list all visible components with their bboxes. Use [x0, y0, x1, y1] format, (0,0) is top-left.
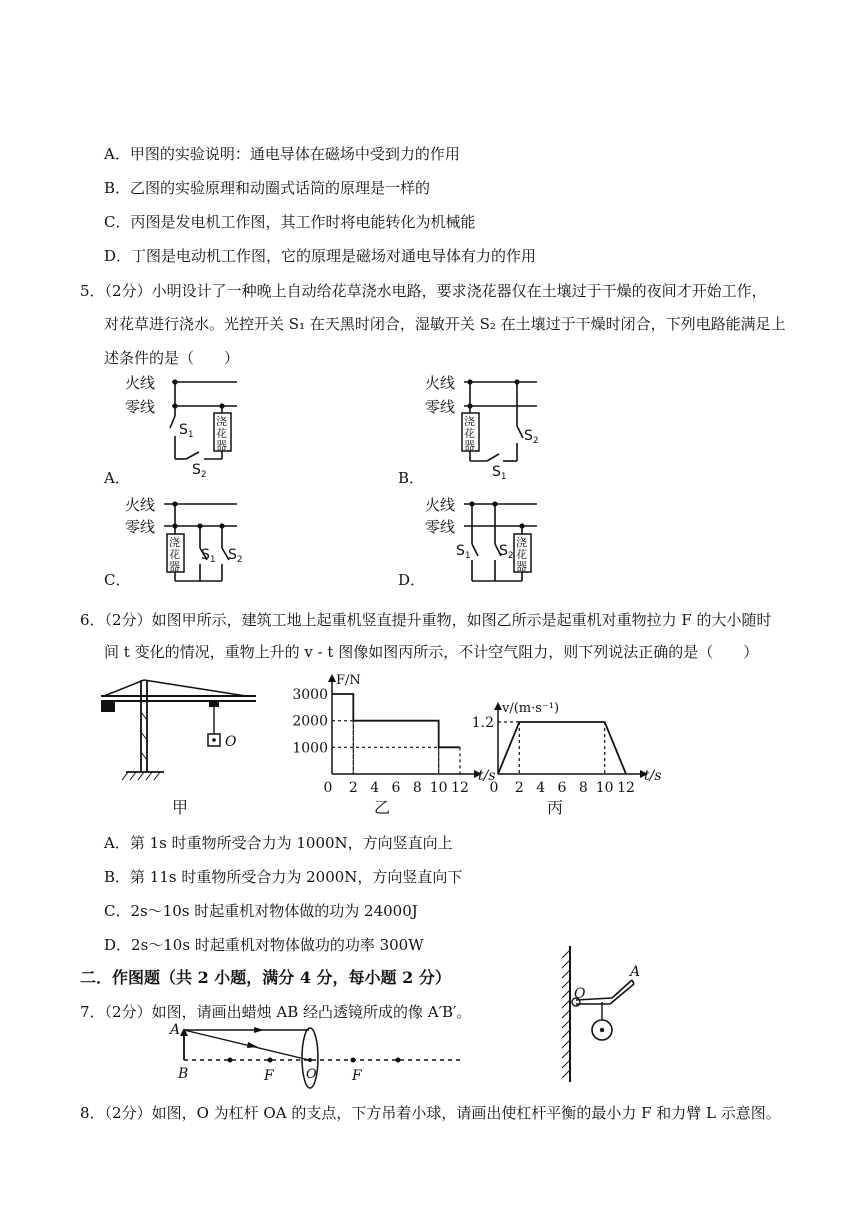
- svg-text:S1: $S_1$: [492, 464, 507, 482]
- q5-text-1: 小明设计了一种晚上自动给花草浇水电路，要求浇花器仅在土壤过于干燥的夜间才开始工作，: [151, 282, 767, 300]
- q5-stem-line1: [80, 281, 767, 301]
- crane-figure: [96, 672, 264, 802]
- svg-text:S2: $S_2$: [499, 543, 514, 561]
- svg-text:器: 器: [464, 439, 475, 452]
- q5-number: 5．: [80, 282, 105, 300]
- x-tick-label: 8: [412, 780, 422, 796]
- svg-text:火线: 火线: [425, 374, 456, 392]
- y-tick-label: 3000: [292, 687, 328, 703]
- q5-stem-line2: 对花草进行浇水。光控开关 S₁ 在天黑时闭合，湿敏开关 S₂ 在土壤过于干燥时闭合，下列电路能满足上: [104, 315, 786, 333]
- lever-figure: [550, 940, 660, 1088]
- q6-option-c: C．2s～10s 时起重机对物体做的功为 24000J: [104, 902, 418, 920]
- q7-text: 如图，请画出蜡烛 AB 经凸透镜所成的像 A′B′。: [151, 1003, 472, 1021]
- x-tick-label: 10: [595, 780, 614, 796]
- q5-option-b-label: B．: [398, 469, 425, 487]
- x-tick-label: 2: [348, 780, 358, 796]
- q5-option-a-label: A．: [104, 469, 130, 487]
- x-tick-label: 4: [370, 780, 380, 796]
- y-tick-label: 2000: [292, 713, 328, 730]
- fig-label-yi: 乙: [374, 798, 391, 817]
- x-tick-label: 4: [536, 780, 546, 796]
- force-time-chart: [282, 668, 496, 796]
- y-axis-label: v/(m·s⁻¹): [502, 701, 560, 716]
- svg-text:花: 花: [464, 427, 475, 440]
- svg-text:浇: 浇: [516, 536, 527, 549]
- q5-stem-line3: 述条件的是（ ）: [104, 349, 240, 367]
- series-line: [498, 722, 626, 774]
- svg-text:花: 花: [516, 548, 527, 561]
- q4-option-d: D．丁图是电动机工作图，它的原理是磁场对通电导体有力的作用: [104, 247, 537, 265]
- fig-label-bing: 丙: [547, 798, 564, 817]
- live-wire-label: 火线: [125, 374, 156, 392]
- svg-text:零线: 零线: [425, 518, 456, 536]
- neutral-wire-label: 零线: [125, 398, 156, 416]
- lever-label-a: A: [630, 964, 641, 980]
- q6-text-1: 如图甲所示，建筑工地上起重机竖直提升重物，如图乙所示是起重机对重物拉力 F 的大小随时: [151, 611, 772, 629]
- q6-stem-line2: 间 t 变化的情况，重物上升的 v - t 图像如图丙所示，不计空气阻力，则下列说法正确的是（ ）: [104, 643, 759, 661]
- svg-text:器: 器: [516, 560, 527, 573]
- q5-option-c-label: C．: [104, 571, 131, 589]
- x-tick-label: 8: [578, 780, 588, 796]
- q7-stem: [80, 1002, 471, 1022]
- svg-text:S1: $S_1$: [456, 543, 471, 561]
- x-tick-label: 12: [451, 780, 469, 796]
- x-axis-label: t/s: [478, 768, 496, 784]
- q6-stem-line1: [80, 610, 772, 630]
- velocity-time-chart: [466, 668, 662, 796]
- svg-text:零线: 零线: [425, 398, 456, 416]
- crane-load-label: O: [225, 734, 237, 750]
- section-2-title: 二．作图题（共 2 小题，满分 4 分，每小题 2 分）: [80, 968, 451, 987]
- lens-figure: [168, 1020, 466, 1086]
- lens-label-o: O: [306, 1067, 317, 1082]
- y-axis-arrow: [328, 674, 336, 682]
- x-tick-label: 6: [391, 780, 401, 796]
- q5-score: （2分）: [104, 282, 152, 300]
- q6-option-a: A．第 1s 时重物所受合力为 1000N，方向竖直向上: [104, 834, 453, 852]
- lens-label-b: B: [178, 1066, 189, 1082]
- q8-stem: [80, 1103, 781, 1123]
- q4-option-b: B．乙图的实验原理和动圈式话筒的原理是一样的: [104, 179, 431, 197]
- svg-text:S2: $S_2$: [524, 428, 539, 446]
- x-tick-label: 10: [429, 780, 448, 796]
- svg-text:器: 器: [216, 439, 227, 452]
- lens-label-a: A: [170, 1022, 181, 1038]
- lens-label-f-right: F: [352, 1068, 362, 1084]
- fig-label-jia: 甲: [172, 798, 189, 817]
- svg-text:S2: $S_2$: [228, 547, 243, 565]
- svg-text:S2: $S_2$: [192, 462, 207, 480]
- svg-text:火线: 火线: [425, 496, 456, 514]
- svg-text:浇: 浇: [464, 415, 475, 428]
- svg-text:火线: 火线: [125, 496, 156, 514]
- svg-text:S1: $S_1$: [179, 422, 194, 440]
- q6-number: 6．: [80, 611, 105, 629]
- x-tick-label: 0: [489, 780, 499, 796]
- svg-text:花: 花: [216, 427, 227, 440]
- x-tick-label: 0: [323, 780, 333, 796]
- q6-score: （2分）: [104, 611, 152, 629]
- svg-text:浇: 浇: [169, 536, 180, 549]
- y-axis-label: F/N: [336, 673, 361, 688]
- x-tick-label: 12: [617, 780, 635, 796]
- svg-text:零线: 零线: [125, 518, 156, 536]
- lens-label-f-left: F: [264, 1068, 274, 1084]
- x-tick-label: 6: [557, 780, 567, 796]
- svg-text:器: 器: [169, 560, 180, 573]
- y-axis-arrow: [494, 702, 502, 710]
- q6-option-b: B．第 11s 时重物所受合力为 2000N，方向竖直向下: [104, 868, 463, 886]
- y-tick-label: 1.2: [471, 715, 494, 731]
- x-tick-label: 2: [514, 780, 524, 796]
- q8-number: 8．: [80, 1104, 105, 1122]
- svg-text:S1: $S_1$: [201, 547, 216, 565]
- q4-option-a: A．甲图的实验说明：通电导体在磁场中受到力的作用: [104, 145, 460, 163]
- q7-number: 7．: [80, 1003, 105, 1021]
- lever-label-o: O: [574, 986, 586, 1002]
- svg-text:花: 花: [169, 548, 180, 561]
- q8-score: （2分）: [104, 1104, 152, 1122]
- y-tick-label: 1000: [292, 740, 328, 757]
- q5-option-d-label: D．: [398, 571, 426, 589]
- q8-text: 如图，O 为杠杆 OA 的支点，下方吊着小球，请画出使杠杆平衡的最小力 F 和力臂 L 示意图。: [151, 1104, 781, 1122]
- q6-option-d: D．2s～10s 时起重机对物体做功的功率 300W: [104, 936, 424, 954]
- x-axis-label: t/s: [644, 768, 662, 784]
- q4-option-c: C．丙图是发电机工作图，其工作时将电能转化为机械能: [104, 213, 476, 231]
- svg-text:浇: 浇: [216, 415, 227, 428]
- q7-score: （2分）: [104, 1003, 152, 1021]
